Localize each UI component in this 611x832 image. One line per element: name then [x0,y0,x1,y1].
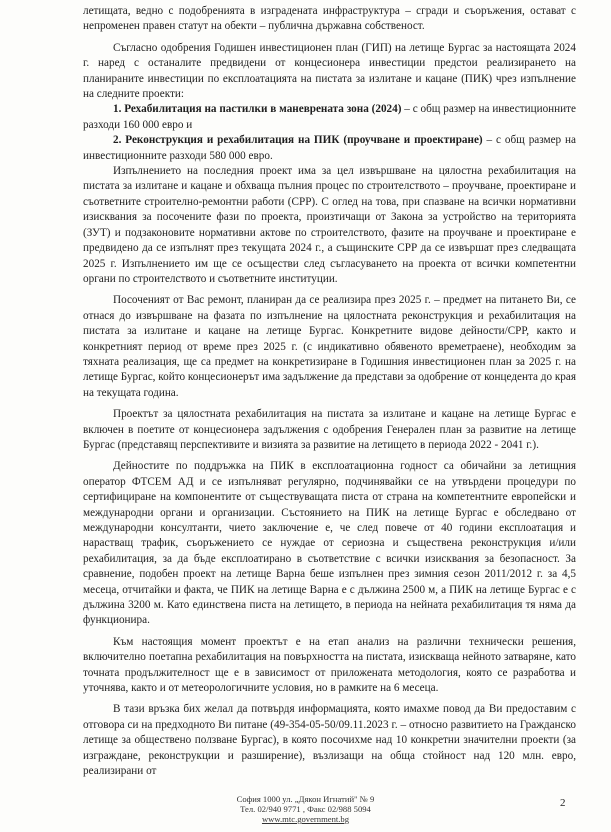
project-item-1 [83,102,576,133]
footer-website-link[interactable]: www.mtc.government.bg [261,814,350,824]
paragraph-rehabilitation-scope: Изпълнението на последния проект има за цел извършване на цялостна рехабилитация на пистата за излитане и кацане и обхваща пълния процес по строителството – проучване, проектиране и съответните строително-ремонтни работи (СРР). С оглед на това, при спазване на всички нормативни изисквания за посочените фази по проекта, произтичащи от Закона за устройство на територията (ЗУТ) и подзаконовите нормативни актове по строителството, фазите на проучване и проектиране е предвидено да се изпълнят през текущата 2024 г., а същинските СРР да се извършат през следващата 2025 г. Изпълнението им ще се осъществи след съгласуването на проекта от всички компетентни органи по строителството и съответните институции. [83,165,576,285]
paragraph-continuation: летищата, ведно с подобренията в изградената инфраструктура – сгради и съоръжения, остават с непроменен правен статут на обекти – публична държавна собственост. [83,5,576,33]
page-number: 2 [560,797,566,809]
project-1-cost: – с общ размер на инвестиционните разходи 160 000 евро и [83,103,576,131]
project-2-cost: – с общ размер на инвестиционните разходи 580 000 евро. [83,134,576,162]
paragraph-current-stage: Към настоящия момент проектът е на етап анализ на различни технически решения, включително поетапна рехабилитация на повърхността на пистата, изискваща нейното затваряне, като точната продължителност ще е в зависимост от приложената методология, която се разработва и уточнява, както и от метеорологичните условия, но в рамките на 6 месеца. [83,635,576,695]
paragraph-maintenance: Дейностите по поддръжка на ПИК в експлоатационна годност са обичайни за летищния оператор ФТСЕМ АД и се изпълняват регулярно, подчинявайки се на утвърдени процедури по сертифициране на компонентите от съществуващата писта от страна на компетентните европейски и международни органи и организации. Състоянието на ПИК на летище Бургас е обследвано от международни консултанти, чието заключение е, че след повече от 40 години експлоатация и нарастващ трафик, съоръжението се нуждае от сериозна и съществена реконструкция и/или рехабилитация, за да бъде експлоатирано в съответствие с всички изисквания за безопасност. За сравнение, подобен проект на летище Варна беше изпълнен през зимния сезон 2011/2012 г. за 4,5 месеца, отчитайки и факта, че ПИК на летище Варна е с дължина 2500 м, а ПИК на летище Бургас е с дължина 3200 м. Като единствена писта на летището, в периода на нейната рехабилитация тя няма да функционира. [83,460,576,627]
letterhead-footer [0,794,611,824]
footer-address: София 1000 ул. „Дякон Игнатий" № 9 [236,794,375,804]
letter-body [83,4,576,780]
paragraph-repair-2025: Посоченият от Вас ремонт, планиран да се реализира през 2025 г. – предмет на питането Ви, се отнася до извършване на фазата по изпълнение на цялостната реконструкция и рехабилитация на пистата за излитане и кацане на летище Бургас. Конкретните видове дейности/СРР, както и конкретният период от време през 2025 г. (с индикативно обявеното времетраене), необходим за тяхната реализация, ще са предмет на конкретизиране в Годишния инвестиционен план за 2025 г. на летище Бургас, който концесионерът има задължение да представи за одобрение от концедента до края на текущата година. [83,294,576,399]
project-1-title: 1. Рехабилитация на пастилки в маневрената зона (2024) [113,103,402,116]
project-2-title: 2. Реконструкция и рехабилитация на ПИК (проучване и проектиране) [113,134,483,147]
project-item-2 [83,133,576,164]
paragraph-master-plan: Проектът за цялостната рехабилитация на пистата за излитане и кацане на летище Бургас е включен в поетите от концесионера задължения с одобрения Генерален план за развитие на летище Бургас (представящ перспективите и визията за развитие на летището в периода 2022 - 2041 г.). [83,408,576,451]
paragraph-confirmation: В тази връзка бих желал да потвърдя информацията, която имахме повод да Ви предоставим с отговора си на предходното Ви питане (49-354-05-50/09.11.2023 г. – относно развитието на Гражданско летище за обществено ползване Бургас), в която посочихме над 10 конкретни значителни проекти (за изграждане, реконструкции и разширение), възлизащи на обща стойност над 120 млн. евро, реализирани от [83,703,576,778]
footer-phone-fax: Тел. 02/940 9771 , Факс 02/988 5094 [240,804,371,814]
paragraph-gip-intro: Съгласно одобрения Годишен инвестиционен план (ГИП) на летище Бургас за настоящата 2024 г. наред с останалите предвидени от концесионера инвестиции предстои реализирането на планираните инвестиции по експлоатацията на пистата за излитане и кацане (ПИК) чрез изпълнение на следните проекти: [83,41,576,101]
